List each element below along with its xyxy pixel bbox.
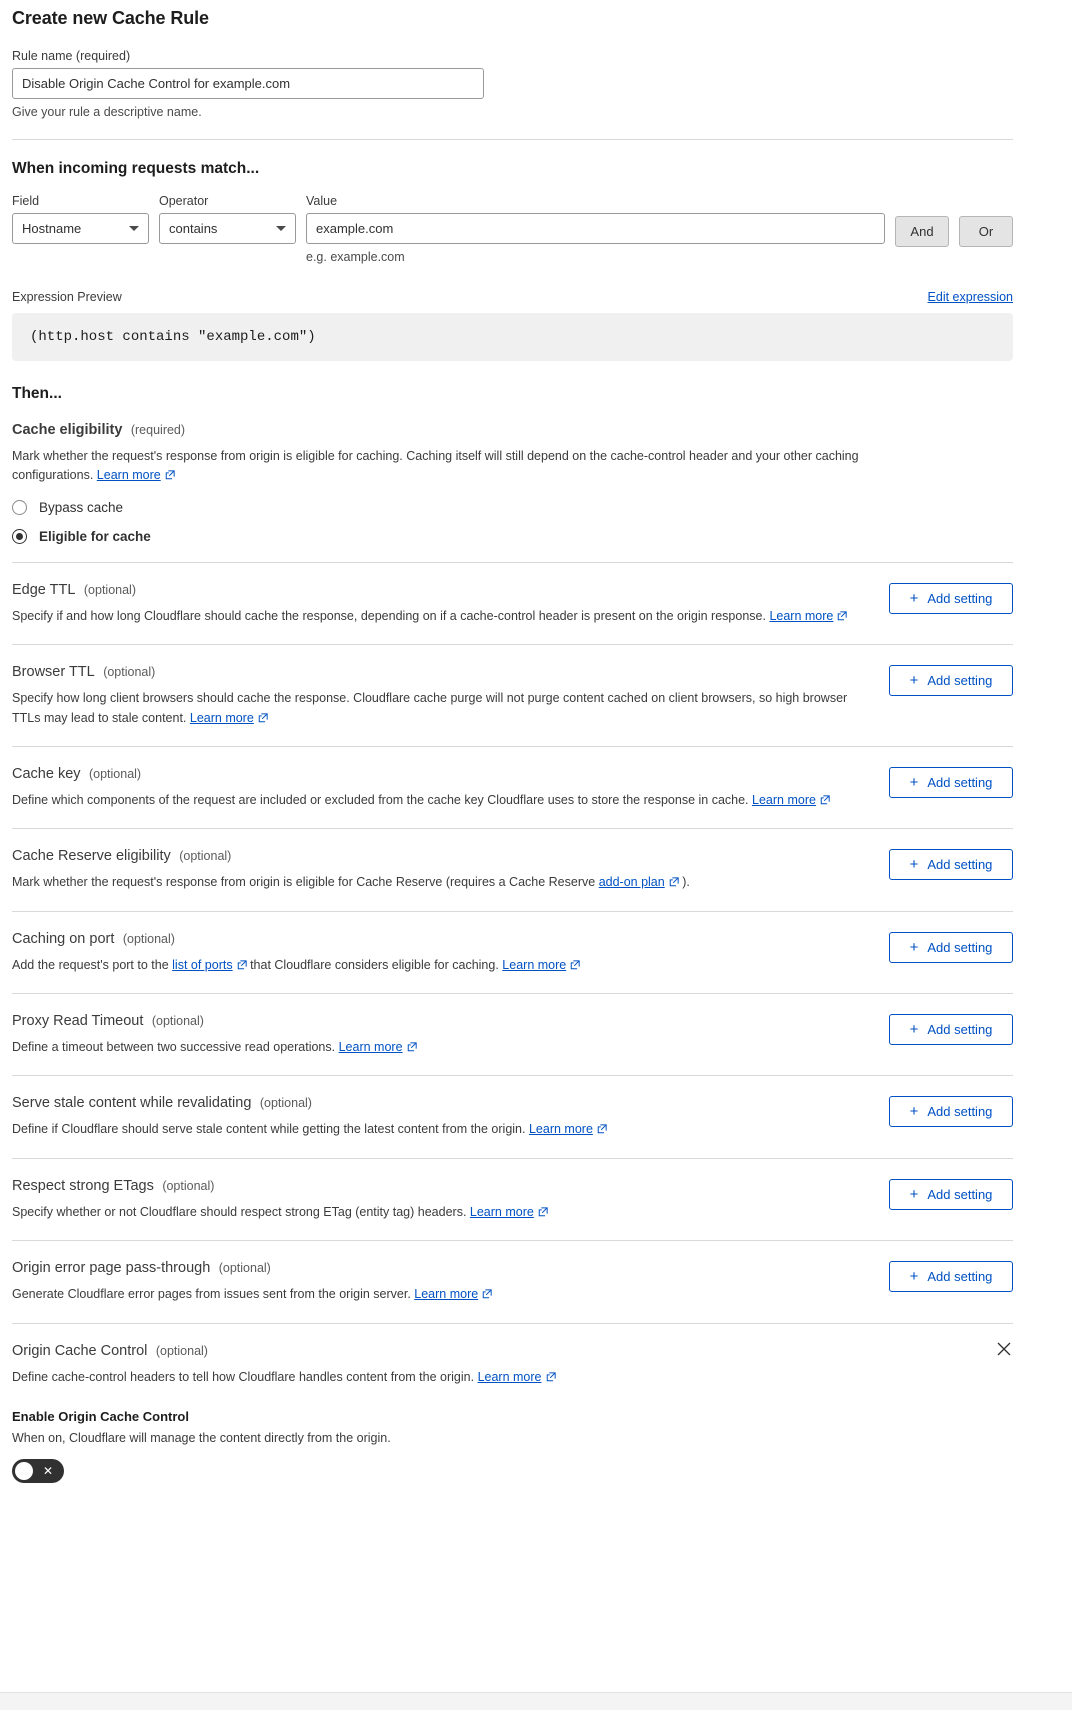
list-of-ports-link[interactable]: list of ports [172,957,233,972]
expression-preview-code: (http.host contains "example.com") [12,313,1013,361]
setting-description [12,1038,869,1057]
learn-more-link[interactable]: Learn more [502,957,567,972]
learn-more-link[interactable]: Learn more [528,1122,593,1137]
field-select[interactable]: Hostname [12,213,149,244]
setting-edge-ttl [12,562,1013,644]
setting-desc-text: Specify if and how long Cloudflare should cache the response, depending on if a cache-control header is present on the origin response. [12,608,766,623]
origin-cache-control-optional-tag: (optional) [155,1343,208,1358]
setting-description [12,1285,869,1304]
external-link-icon [538,1207,548,1217]
setting-optional-tag: (optional) [83,582,136,597]
rule-name-input[interactable] [12,68,484,99]
origin-cache-control-description [12,1368,942,1387]
external-link-icon [258,713,268,723]
learn-more-link[interactable]: Learn more [769,608,834,623]
setting-description [12,956,869,975]
cache-eligibility-title: Cache eligibility [12,422,123,438]
add-setting-button-caching-on-port[interactable] [889,932,1013,963]
operator-select-wrap [159,213,296,244]
setting-cache-reserve-eligibility [12,828,1013,910]
setting-title: Caching on port [12,930,115,947]
origin-cache-control-title: Origin Cache Control [12,1342,148,1359]
add-setting-label: Add setting [927,857,993,873]
origin-cache-control-desc-text: Define cache-control headers to tell how Cloudflare handles content from the origin. [12,1369,475,1384]
add-setting-button-edge-ttl[interactable] [889,583,1013,614]
setting-title: Cache Reserve eligibility [12,848,171,865]
add-setting-button-respect-etags[interactable] [889,1179,1013,1210]
add-setting-button-cache-key[interactable] [889,767,1013,798]
setting-title: Proxy Read Timeout [12,1013,144,1029]
expression-header [12,290,1013,304]
setting-desc-text: Specify how long client browsers should cache the response. Cloudflare cache purge will not purge content cached on client browsers, so high browser TTLs may lead to stale content. [12,691,848,725]
cache-eligibility-desc-text: Mark whether the request's response from origin is eligible for caching. Caching itself will still depend on the cache-control header and your other caching configurations. [12,449,859,483]
external-link-icon [570,960,580,970]
rule-name-helper: Give your rule a descriptive name. [12,105,202,119]
external-link-icon [820,795,830,805]
learn-more-link[interactable]: Learn more [469,1204,534,1219]
expression-preview-label: Expression Preview [12,290,122,304]
plus-icon: + [909,589,919,607]
or-button[interactable]: Or [959,216,1013,247]
setting-desc-text: Define a timeout between two successive read operations. [12,1040,336,1054]
setting-title: Respect strong ETags [12,1177,154,1194]
setting-desc-text: Mark whether the request's response from origin is eligible for Cache Reserve (requires a Cache Reserve [12,875,596,890]
external-link-icon [597,1124,607,1134]
value-input[interactable] [306,213,885,244]
setting-title: Serve stale content while revalidating [12,1095,252,1112]
rule-name-group [12,49,1013,119]
eligible-for-cache-option[interactable] [12,529,1013,544]
cache-eligibility-section [12,421,1013,544]
setting-optional-tag: (optional) [103,665,156,680]
plus-icon: + [909,1103,919,1121]
external-link-icon [237,960,247,970]
setting-respect-strong-etags [12,1158,1013,1240]
setting-optional-tag: (optional) [122,931,175,946]
plus-icon: + [909,856,919,874]
page-title: Create new Cache Rule [12,8,209,28]
external-link-icon [165,470,175,480]
setting-title: Cache key [12,765,81,782]
add-setting-button-proxy-read-timeout[interactable] [889,1014,1013,1045]
setting-title: Origin error page pass-through [12,1260,211,1277]
value-label: Value [306,194,338,208]
then-heading: Then... [12,385,62,402]
cache-eligibility-required-tag: (required) [130,423,186,437]
value-column [306,194,885,264]
plus-icon: + [909,672,919,690]
rule-name-label: Rule name (required) [12,49,131,63]
cache-rule-form [0,8,1072,1483]
setting-origin-cache-control [12,1323,1013,1483]
setting-browser-ttl [12,644,1013,746]
setting-optional-tag: (optional) [88,766,142,781]
enable-origin-cache-control-label: Enable Origin Cache Control [12,1408,189,1424]
setting-desc-text: Define if Cloudflare should serve stale content while getting the latest content from the origin. [12,1122,526,1137]
bypass-cache-radio[interactable] [12,500,27,515]
add-setting-label: Add setting [927,673,993,689]
setting-serve-stale-content [12,1075,1013,1157]
add-setting-button-cache-reserve[interactable] [889,849,1013,880]
toggle-off-icon: ✕ [42,1463,53,1478]
field-column [12,194,149,244]
external-link-icon [546,1372,556,1382]
setting-desc-mid: that Cloudflare considers eligible for caching. [250,957,499,972]
field-label: Field [12,194,40,208]
setting-optional-tag: (optional) [218,1261,271,1276]
plus-icon: + [909,773,919,791]
setting-title: Edge TTL [12,581,76,598]
add-setting-label: Add setting [927,1186,993,1202]
setting-optional-tag: (optional) [151,1014,204,1028]
setting-description [12,607,869,626]
setting-caching-on-port [12,911,1013,993]
add-setting-button-browser-ttl[interactable] [889,665,1013,696]
add-setting-label: Add setting [927,1104,993,1120]
plus-icon: + [909,1268,919,1286]
add-setting-label: Add setting [927,590,993,606]
value-hint: e.g. example.com [306,250,405,264]
learn-more-link[interactable]: Learn more [477,1369,542,1384]
setting-description [12,689,869,728]
setting-cache-key [12,746,1013,828]
setting-optional-tag: (optional) [179,849,232,864]
add-on-plan-link[interactable]: add-on plan [598,875,665,890]
operator-select[interactable]: contains [159,213,296,244]
setting-proxy-read-timeout [12,993,1013,1075]
enable-origin-cache-control-toggle[interactable] [12,1459,64,1483]
external-link-icon [407,1042,417,1052]
learn-more-link[interactable]: Learn more [189,710,254,725]
setting-optional-tag: (optional) [162,1178,215,1193]
add-setting-label: Add setting [927,1022,993,1037]
cache-eligibility-header [12,421,1013,439]
add-setting-label: Add setting [927,774,993,790]
toggle-knob [15,1462,33,1480]
bypass-cache-label: Bypass cache [39,499,124,515]
logic-buttons [895,216,1013,247]
cache-eligibility-description [12,447,942,486]
setting-description [12,791,869,810]
plus-icon: + [909,938,919,956]
eligible-for-cache-radio[interactable] [12,529,27,544]
match-section-heading: When incoming requests match... [12,160,260,177]
setting-desc-text: Specify whether or not Cloudflare should respect strong ETag (entity tag) headers. [12,1204,467,1219]
close-icon[interactable] [995,1340,1013,1358]
add-setting-button-serve-stale[interactable] [889,1096,1013,1127]
learn-more-link[interactable]: Learn more [414,1287,479,1302]
learn-more-link[interactable]: Learn more [338,1040,403,1054]
edit-expression-link[interactable]: Edit expression [927,290,1013,304]
cache-eligibility-learn-more-link[interactable]: Learn more [96,468,161,483]
setting-desc-text: Generate Cloudflare error pages from issues sent from the origin server. [12,1287,411,1302]
add-setting-label: Add setting [927,1269,993,1285]
bypass-cache-option[interactable] [12,500,1013,515]
setting-desc-text: Define which components of the request are included or excluded from the cache key Cloudflare uses to store the response in cache. [12,792,749,807]
field-select-wrap [12,213,149,244]
and-button[interactable]: And [895,216,949,247]
plus-icon: + [909,1021,919,1038]
setting-desc-tail: ). [682,875,690,890]
eligible-for-cache-label: Eligible for cache [39,528,151,544]
add-setting-label: Add setting [927,939,993,955]
operator-column [159,194,296,244]
setting-desc-text: Add the request's port to the [12,957,169,972]
bottom-bar [0,1692,1072,1710]
external-link-icon [669,877,679,887]
add-setting-button-origin-error-page[interactable] [889,1261,1013,1292]
setting-title: Browser TTL [12,664,95,681]
setting-optional-tag: (optional) [259,1096,312,1111]
setting-origin-error-page-pass-through [12,1240,1013,1322]
match-row [12,194,1013,264]
setting-description [12,1120,869,1139]
learn-more-link[interactable]: Learn more [752,792,816,807]
plus-icon: + [909,1185,919,1203]
setting-description [12,873,869,892]
divider [12,139,1013,140]
external-link-icon [837,611,847,621]
setting-description [12,1203,869,1222]
operator-label: Operator [159,194,209,208]
enable-origin-cache-control-description: When on, Cloudflare will manage the content directly from the origin. [12,1430,391,1445]
external-link-icon [482,1289,492,1299]
